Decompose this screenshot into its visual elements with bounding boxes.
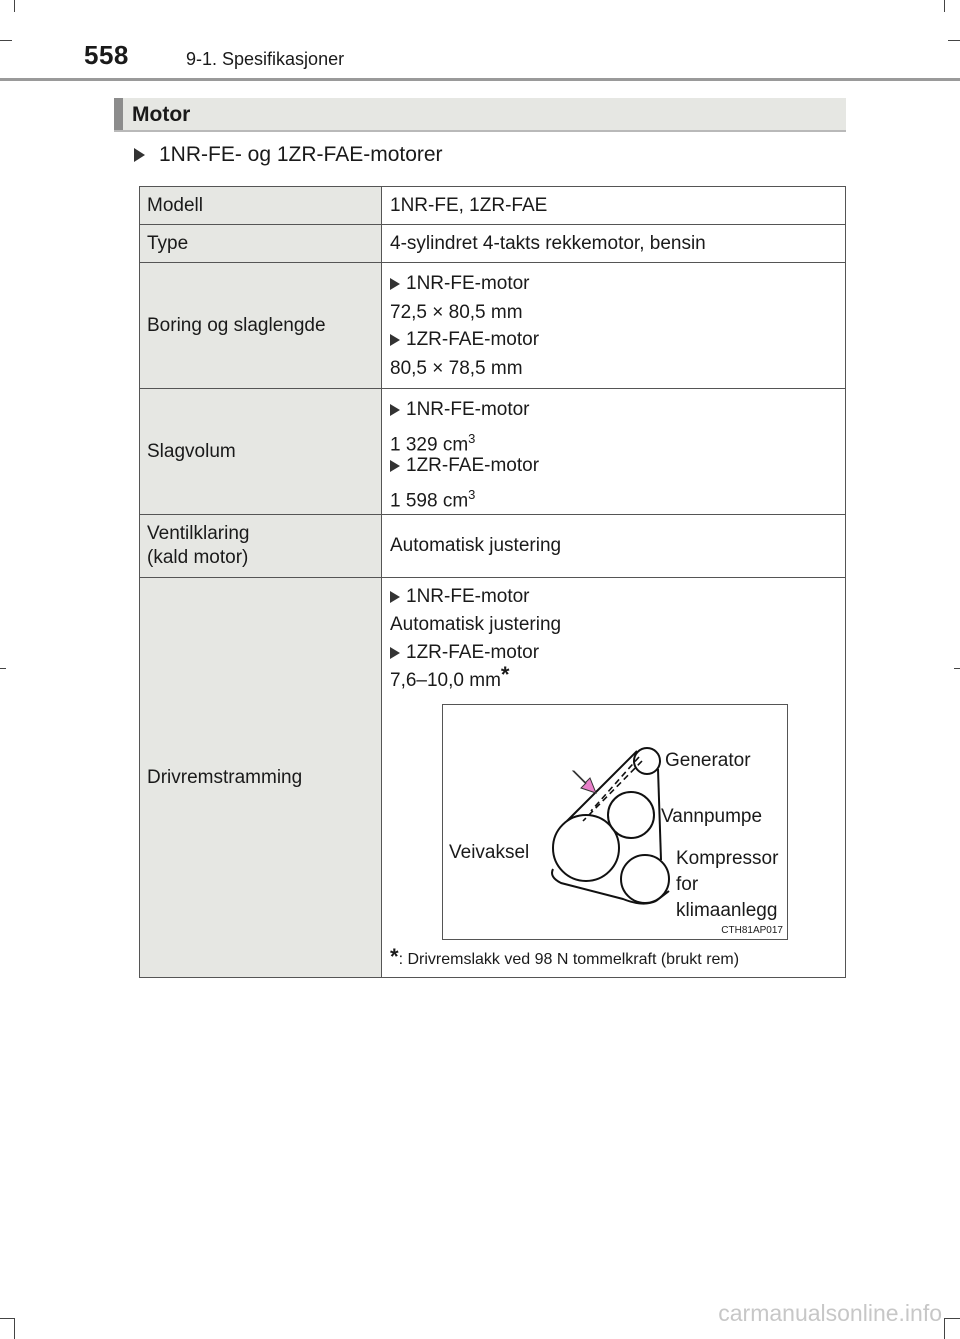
motor-subheading (390, 396, 838, 425)
subheading-text: 1NR-FE- og 1ZR-FAE-motorer (159, 143, 443, 166)
spec-table (139, 186, 846, 978)
crop-mark (944, 1318, 960, 1319)
motor-subheading (390, 582, 838, 611)
row-value: 1NR-FE, 1ZR-FAE (382, 187, 846, 225)
motor-name: 1ZR-FAE-motor (406, 455, 540, 476)
value-text (390, 425, 838, 455)
unit-exponent: 3 (468, 486, 476, 502)
crop-mark (944, 1318, 945, 1339)
unit-exponent: 3 (468, 430, 476, 446)
triangle-bullet-icon (390, 460, 400, 472)
label-kompressor (676, 846, 778, 924)
diagram-code: CTH81AP017 (721, 925, 783, 936)
table-row (140, 263, 846, 389)
row-value (382, 578, 846, 978)
footnote-marker: * (390, 944, 399, 969)
row-label: Type (140, 225, 382, 263)
motor-name: 1ZR-FAE-motor (406, 329, 540, 350)
triangle-bullet-icon (390, 591, 400, 603)
motor-subheading (390, 326, 838, 355)
value-text (390, 481, 838, 511)
label-line: klimaanlegg (676, 900, 778, 921)
row-label: Slagvolum (140, 389, 382, 515)
crop-mark (948, 40, 960, 41)
row-label: Drivremstramming (140, 578, 382, 978)
section-accent (114, 98, 123, 130)
value-text: Automatisk justering (390, 614, 562, 635)
table-row (140, 389, 846, 515)
footnote (390, 944, 838, 970)
motor-subheading (390, 270, 838, 299)
triangle-bullet-icon (390, 404, 400, 416)
triangle-bullet-icon (390, 278, 400, 290)
crop-mark (954, 668, 960, 669)
row-value: Automatisk justering (382, 515, 846, 578)
belt-segment (567, 751, 637, 821)
triangle-bullet-icon (390, 647, 400, 659)
table-row (140, 187, 846, 225)
crop-mark (0, 668, 6, 669)
volume-value: 1 329 cm (390, 433, 469, 455)
section-header (114, 98, 846, 132)
watermark: carmanualsonline.info (718, 1300, 942, 1326)
row-value (382, 389, 846, 515)
crop-mark (0, 40, 12, 41)
table-row (140, 225, 846, 263)
value-text: 72,5 × 80,5 mm (390, 301, 523, 323)
table-row (140, 578, 846, 978)
label-line: Ventilklaring (147, 523, 250, 544)
motor-name: 1NR-FE-motor (406, 399, 530, 420)
row-value: 4-sylindret 4-takts rekkemotor, bensin (382, 225, 846, 263)
footnote-marker: * (500, 662, 510, 687)
volume-value: 1 598 cm (390, 489, 469, 511)
section-title: Motor (132, 103, 191, 126)
chapter-title: 9-1. Spesifikasjoner (186, 49, 345, 69)
row-label: Modell (140, 187, 382, 225)
row-value (382, 263, 846, 389)
triangle-bullet-icon (134, 148, 145, 162)
footnote-text: : Drivremslakk ved 98 N tommelkraft (brukt rem) (398, 951, 740, 968)
label-line: (kald motor) (147, 547, 249, 568)
row-label: Boring og slaglengde (140, 263, 382, 389)
generator-pulley (634, 748, 660, 774)
crop-mark (14, 1318, 15, 1339)
crankshaft-pulley (553, 815, 619, 881)
triangle-bullet-icon (390, 334, 400, 346)
label-generator: Generator (665, 750, 751, 771)
belt-diagram (442, 704, 788, 940)
page-number: 558 (84, 40, 129, 70)
tension-value: 7,6–10,0 mm (390, 670, 501, 691)
crop-mark (944, 0, 945, 12)
force-arrow-icon (573, 771, 596, 793)
motor-subheading (390, 452, 838, 481)
table-row (140, 515, 846, 578)
value-text (390, 662, 838, 694)
crop-mark (14, 0, 15, 12)
header-divider (0, 78, 960, 81)
motor-name: 1NR-FE-motor (406, 585, 530, 607)
value-text: 80,5 × 78,5 mm (390, 357, 523, 379)
motor-name: 1ZR-FAE-motor (406, 641, 540, 663)
label-vannpumpe: Vannpumpe (661, 806, 763, 827)
belt-segment (656, 891, 669, 901)
label-line: Kompressor (676, 848, 779, 869)
label-veivaksel: Veivaksel (449, 842, 530, 863)
row-label (140, 515, 382, 578)
motor-name: 1NR-FE-motor (406, 273, 530, 294)
motor-subheading (390, 638, 838, 667)
label-line: for (676, 874, 699, 895)
crop-mark (0, 1318, 14, 1319)
subheading (134, 143, 443, 167)
